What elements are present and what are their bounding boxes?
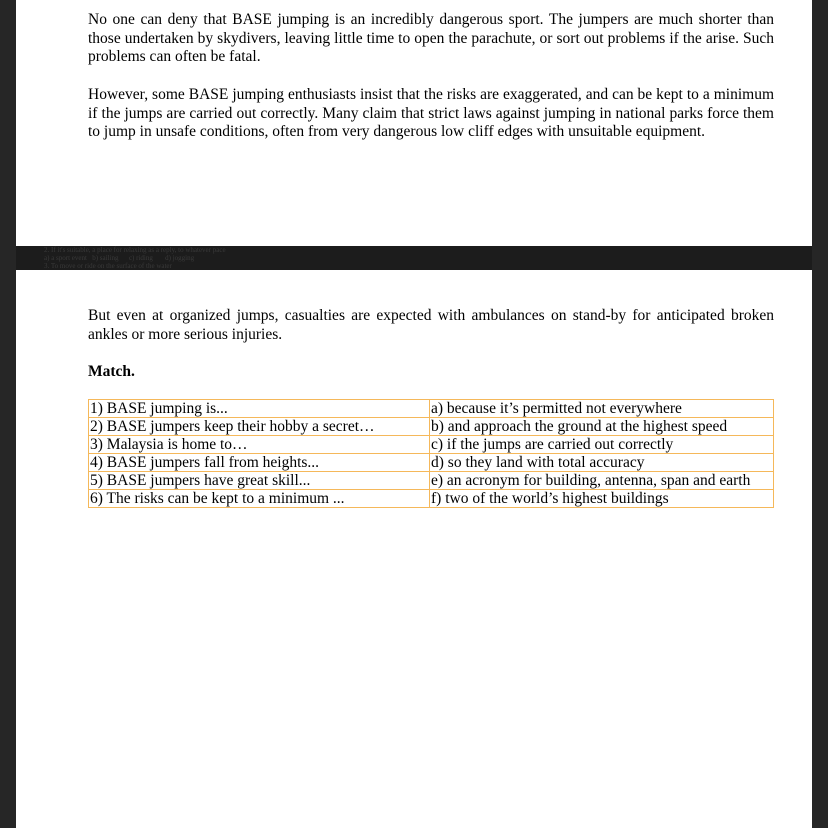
- match-option-b: b) and approach the ground at the highest speed: [430, 418, 774, 436]
- match-option-f: f) two of the world’s highest buildings: [430, 490, 774, 508]
- match-item-3: 3) Malaysia is home to…: [89, 436, 430, 454]
- faint-bleed-text-2: a) a sport event b) sailing c) riding d) jogging: [44, 254, 195, 262]
- match-item-2: 2) BASE jumpers keep their hobby a secret…: [89, 418, 430, 436]
- match-table: [88, 399, 774, 508]
- match-item-6: 6) The risks can be kept to a minimum ...: [89, 490, 430, 508]
- match-option-c: c) if the jumps are carried out correctly: [430, 436, 774, 454]
- document-page-1: [16, 0, 812, 246]
- table-row: [89, 418, 774, 436]
- faint-bleed-text-3: 3. To move or ride on the surface of the water: [44, 262, 172, 270]
- table-row: [89, 436, 774, 454]
- document-page-2: [16, 270, 812, 828]
- paragraph-danger: No one can deny that BASE jumping is an incredibly dangerous sport. The jumpers are much shorter than those undertaken by skydivers, leaving little time to open the parachute, or sort out problems if the arise. Such problems can often be fatal.: [88, 11, 774, 66]
- match-item-1: 1) BASE jumping is...: [89, 400, 430, 418]
- paragraph-organized-jumps: But even at organized jumps, casualties are expected with ambulances on stand-by for anticipated broken ankles or more serious injuries.: [88, 307, 774, 343]
- page-gap: [16, 246, 812, 270]
- paragraph-enthusiasts: However, some BASE jumping enthusiasts insist that the risks are exaggerated, and can be kept to a minimum if the jumps are carried out correctly. Many claim that strict laws against jumping in national parks force them to jump in unsafe conditions, often from very dangerous low cliff edges with unsuitable equipment.: [88, 86, 774, 141]
- table-row: [89, 490, 774, 508]
- table-row: [89, 454, 774, 472]
- match-item-5: 5) BASE jumpers have great skill...: [89, 472, 430, 490]
- match-option-d: d) so they land with total accuracy: [430, 454, 774, 472]
- match-item-4: 4) BASE jumpers fall from heights...: [89, 454, 430, 472]
- match-option-e: e) an acronym for building, antenna, span and earth: [430, 472, 774, 490]
- table-row: [89, 400, 774, 418]
- match-heading: Match.: [88, 363, 135, 380]
- faint-bleed-text-1: 2. If it's suitable, a place for relaxing as a reply, to whatever pace: [44, 246, 226, 254]
- match-option-a: a) because it’s permitted not everywhere: [430, 400, 774, 418]
- table-row: [89, 472, 774, 490]
